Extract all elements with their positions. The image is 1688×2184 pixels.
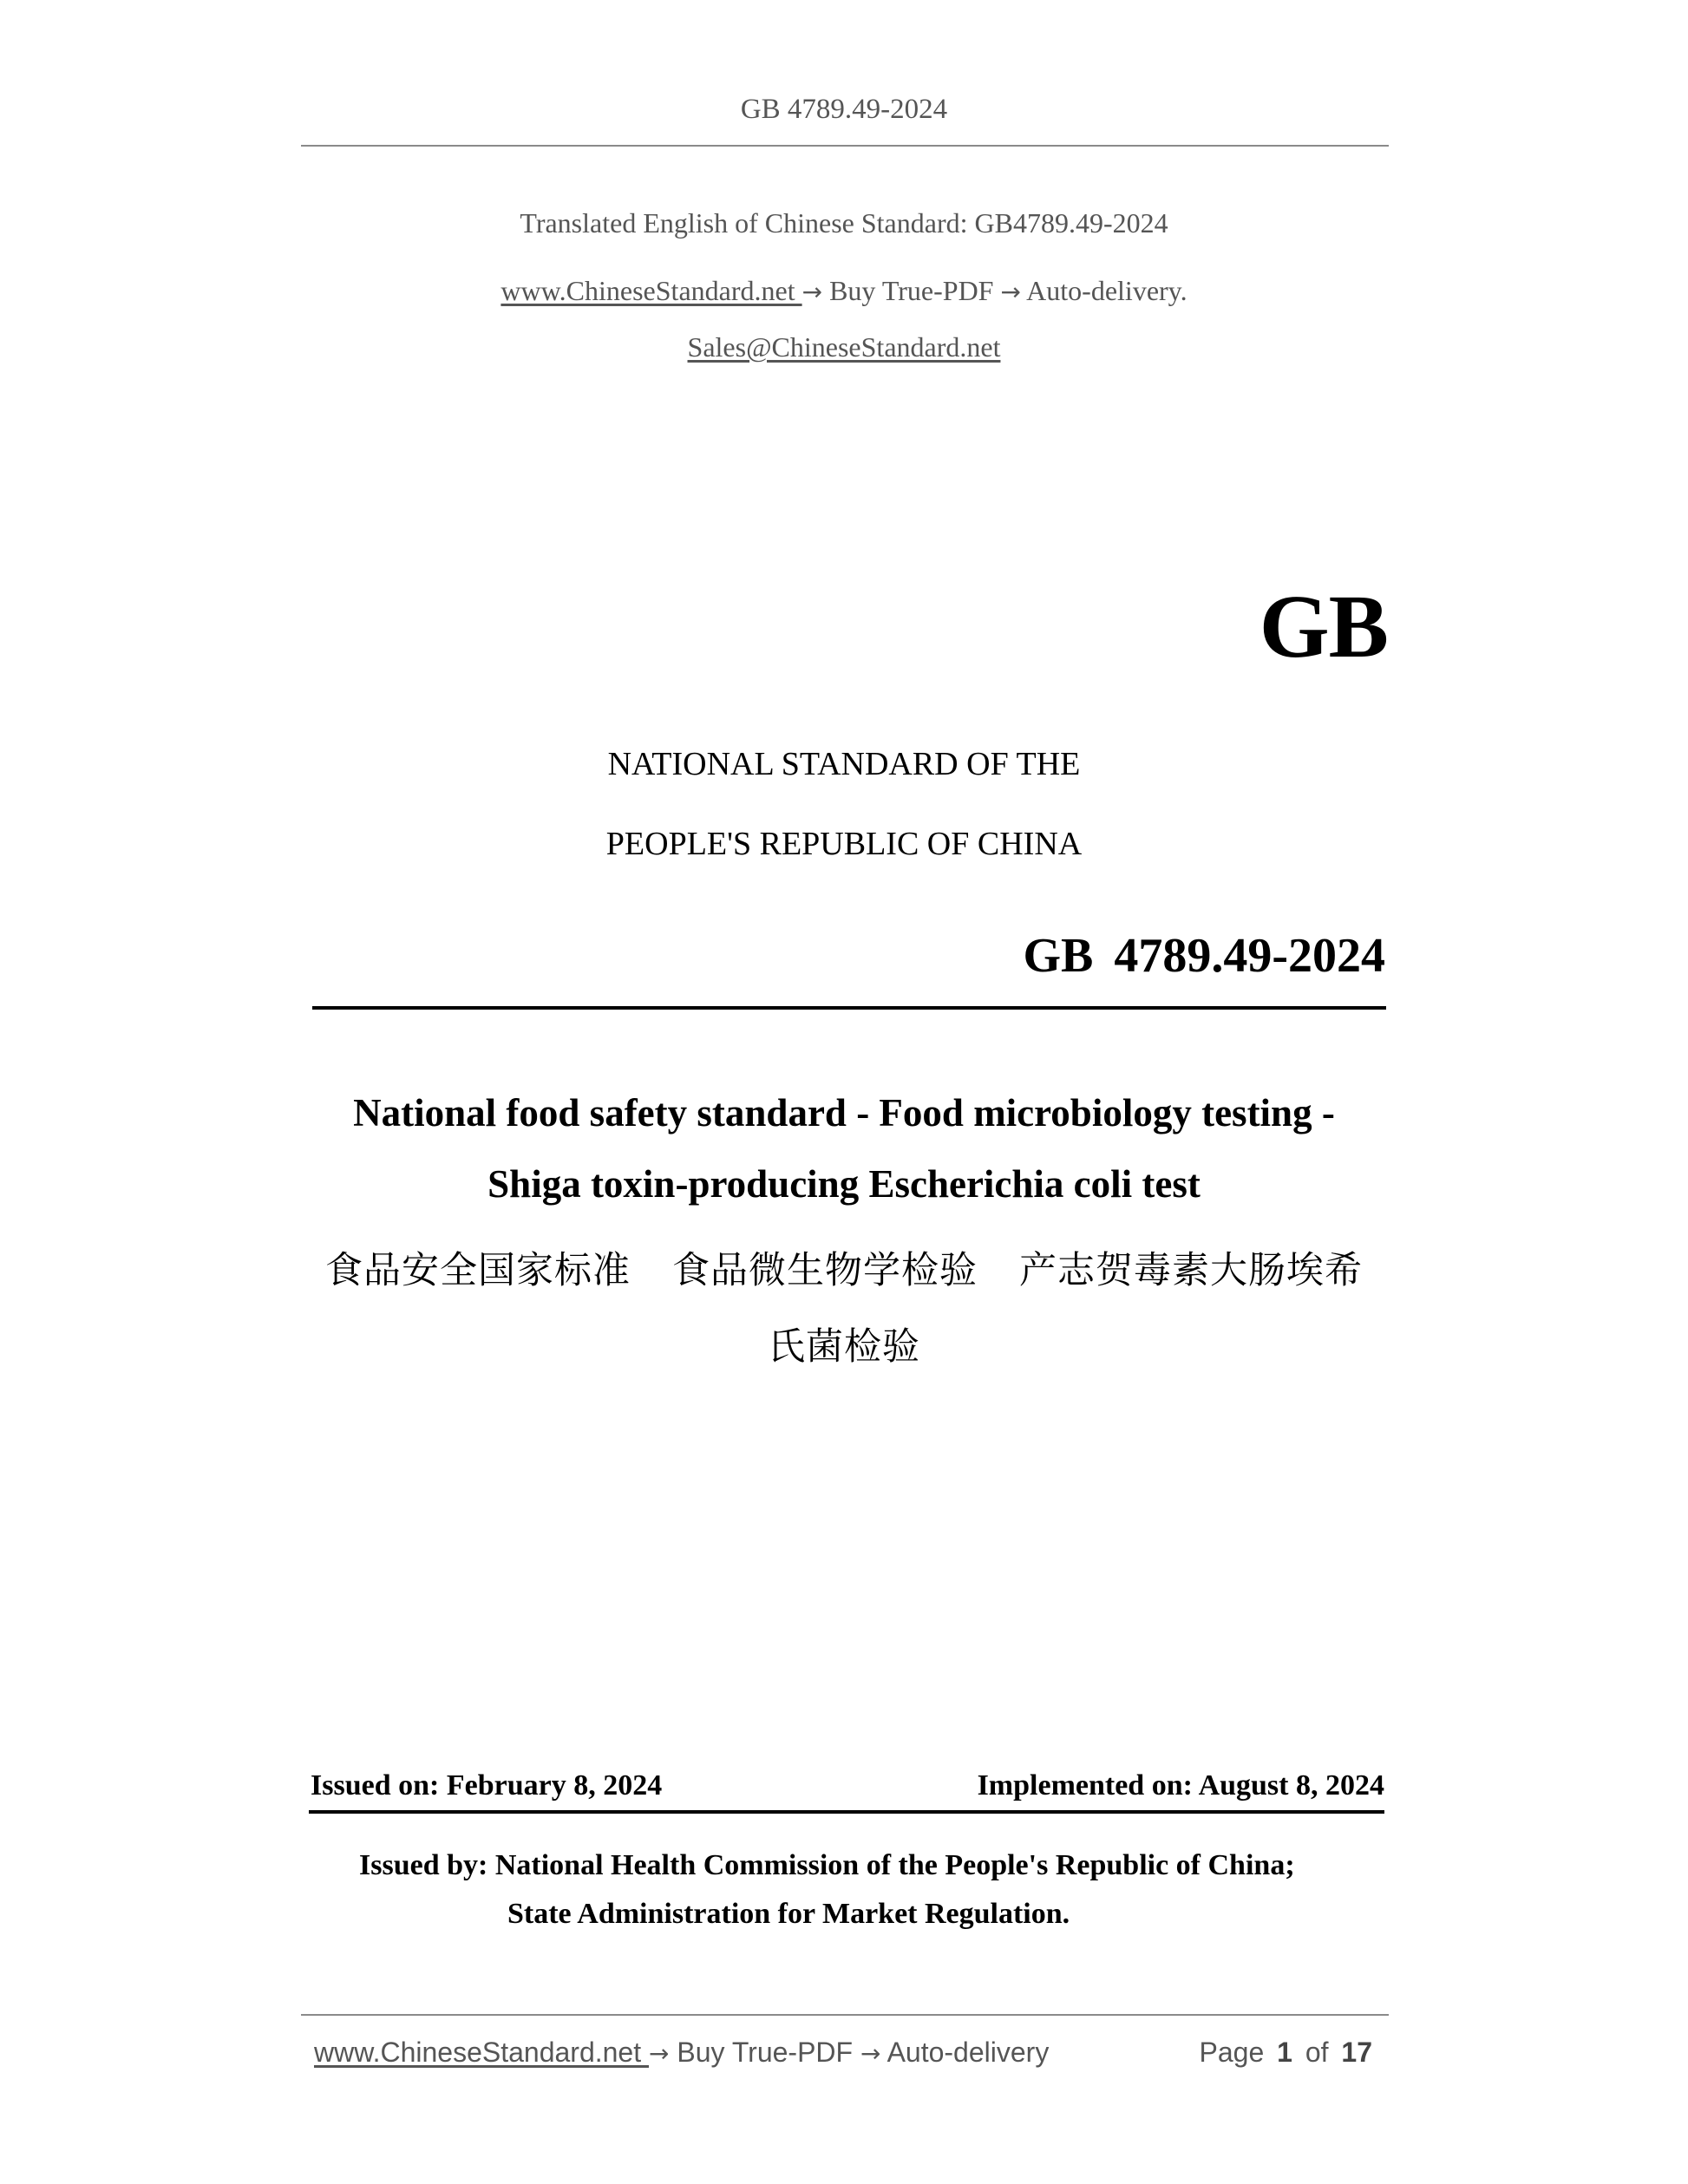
footer-website-link[interactable]: www.ChineseStandard.net: [314, 2037, 649, 2068]
arrow-right-icon: →: [649, 2039, 670, 2068]
issued-date: Issued on: February 8, 2024: [311, 1769, 663, 1801]
delivery-text: Auto-delivery.: [1020, 275, 1187, 306]
title-zh-line-2: 氏菌检验: [768, 1325, 920, 1369]
header-divider: [301, 145, 1389, 147]
footer-divider: [301, 2014, 1389, 2016]
dates-divider: [309, 1810, 1384, 1814]
title-en-line-1: National food safety standard - Food microbiology testing -: [353, 1091, 1335, 1135]
footer-purchase-notice: [314, 2035, 1049, 2071]
issuer-line-2: State Administration for Market Regulation.: [507, 1898, 1070, 1930]
buy-text: Buy True-PDF: [822, 275, 1001, 306]
arrow-right-icon: →: [801, 278, 823, 306]
title-zh-line-1: [0, 1247, 1688, 1294]
email-line: [0, 330, 1688, 364]
footer-buy-text: Buy True-PDF: [669, 2037, 860, 2068]
footer-delivery-text: Auto-delivery: [880, 2037, 1050, 2068]
national-standard-line-2: PEOPLE'S REPUBLIC OF CHINA: [605, 826, 1083, 862]
title-zh-part-1: 食品安全国家标准: [325, 1249, 631, 1292]
purchase-notice: [0, 273, 1688, 310]
gb-logo: GB: [1259, 577, 1388, 677]
page-of-label: of: [1305, 2037, 1329, 2068]
page-label: Page: [1199, 2037, 1265, 2068]
running-header: GB 4789.49-2024: [740, 94, 948, 125]
standard-code-divider: [312, 1006, 1386, 1010]
arrow-right-icon: →: [860, 2039, 881, 2068]
implemented-date: Implemented on: August 8, 2024: [977, 1769, 1384, 1801]
arrow-right-icon: →: [1000, 278, 1021, 306]
translation-notice: Translated English of Chinese Standard: GB4789.49-2024: [520, 207, 1168, 239]
title-en-line-2: Shiga toxin-producing Escherichia coli test: [487, 1162, 1201, 1206]
standard-code: GB 4789.49-2024: [1023, 929, 1385, 983]
website-link[interactable]: www.ChineseStandard.net: [501, 275, 802, 306]
title-zh-part-2: 食品微生物学检验: [672, 1249, 978, 1292]
page-number: [1200, 2035, 1372, 2070]
national-standard-line-1: NATIONAL STANDARD OF THE: [607, 746, 1081, 782]
email-link[interactable]: Sales@ChineseStandard.net: [687, 331, 1001, 363]
issuer-line-1: Issued by: National Health Commission of the People's Republic of China;: [359, 1849, 1295, 1881]
page-current: 1: [1277, 2037, 1292, 2068]
title-zh-part-3: 产志贺毒素大肠埃希: [1019, 1249, 1363, 1292]
page-total: 17: [1341, 2037, 1372, 2068]
